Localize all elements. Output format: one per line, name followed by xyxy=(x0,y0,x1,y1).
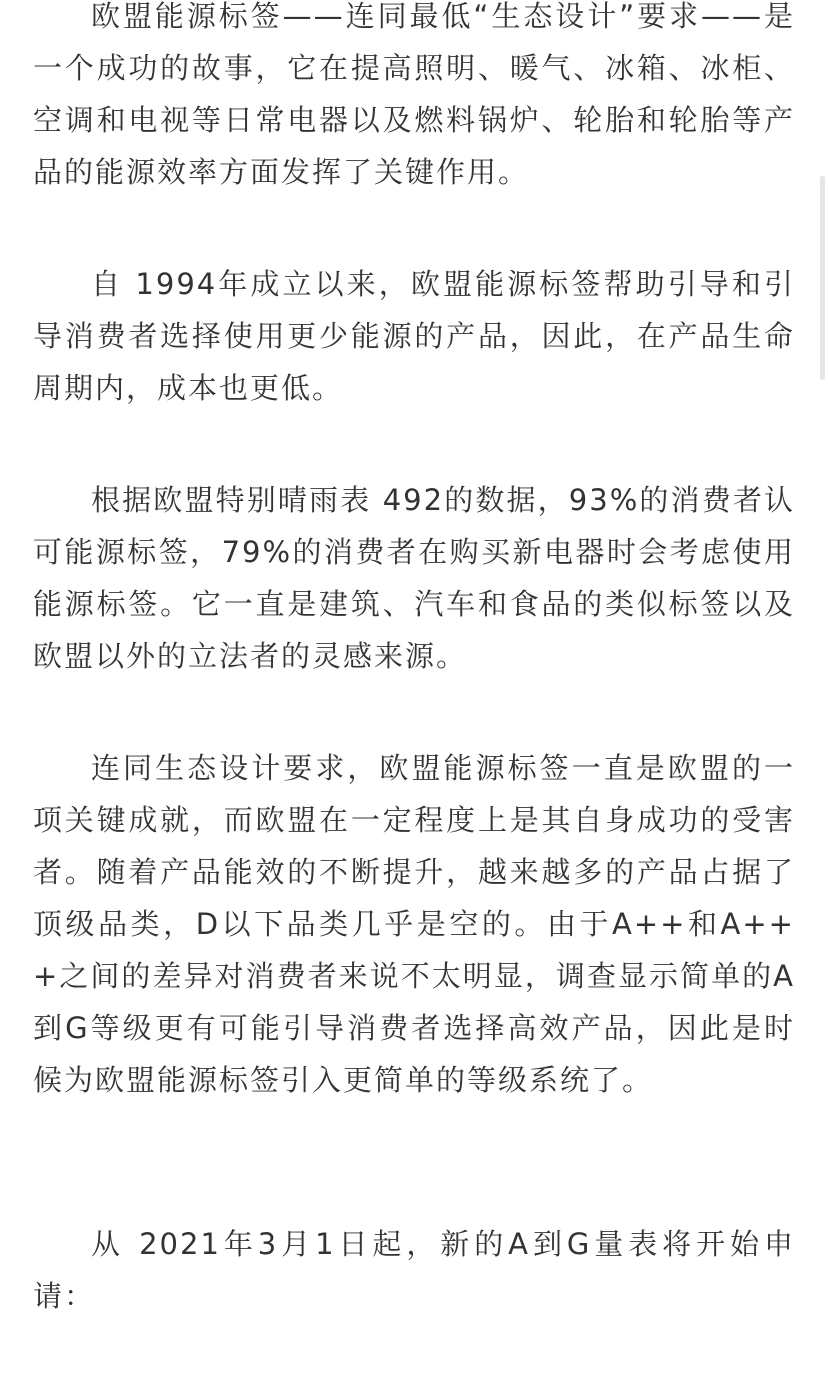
paragraph-eurobarometer: 根据欧盟特别晴雨表 492的数据，93%的消费者认可能源标签，79%的消费者在购买新电器时会考虑使用能源标签。它一直是建筑、汽车和食品的类似标签以及欧盟以外的立法者的灵感来源。 xyxy=(33,483,795,673)
paragraph-key-achievement: 连同生态设计要求，欧盟能源标签一直是欧盟的一项关键成就，而欧盟在一定程度上是其自身成功的受害者。随着产品能效的不断提升，越来越多的产品占据了顶级品类，D以下品类几乎是空的。由于A++和A+++之间的差异对消费者来说不太明显，调查显示简单的A到G等级更有可能引导消费者选择高效产品，因此是时候为欧盟能源标签引入更简单的等级系统了。 xyxy=(33,751,795,1097)
paragraph-energy-label-success: 欧盟能源标签——连同最低“生态设计”要求——是一个成功的故事，它在提高照明、暖气、冰箱、冰柜、空调和电视等日常电器以及燃料锅炉、轮胎和轮胎等产品的能源效率方面发挥了关键作用。 xyxy=(33,0,795,189)
paragraph-new-scale-date: 从 2021年3月1日起，新的A到G量表将开始申请： xyxy=(33,1227,795,1313)
scrollbar-thumb[interactable] xyxy=(820,176,825,380)
paragraph-since-1994: 自 1994年成立以来，欧盟能源标签帮助引导和引导消费者选择使用更少能源的产品，因此，在产品生命周期内，成本也更低。 xyxy=(33,267,795,405)
